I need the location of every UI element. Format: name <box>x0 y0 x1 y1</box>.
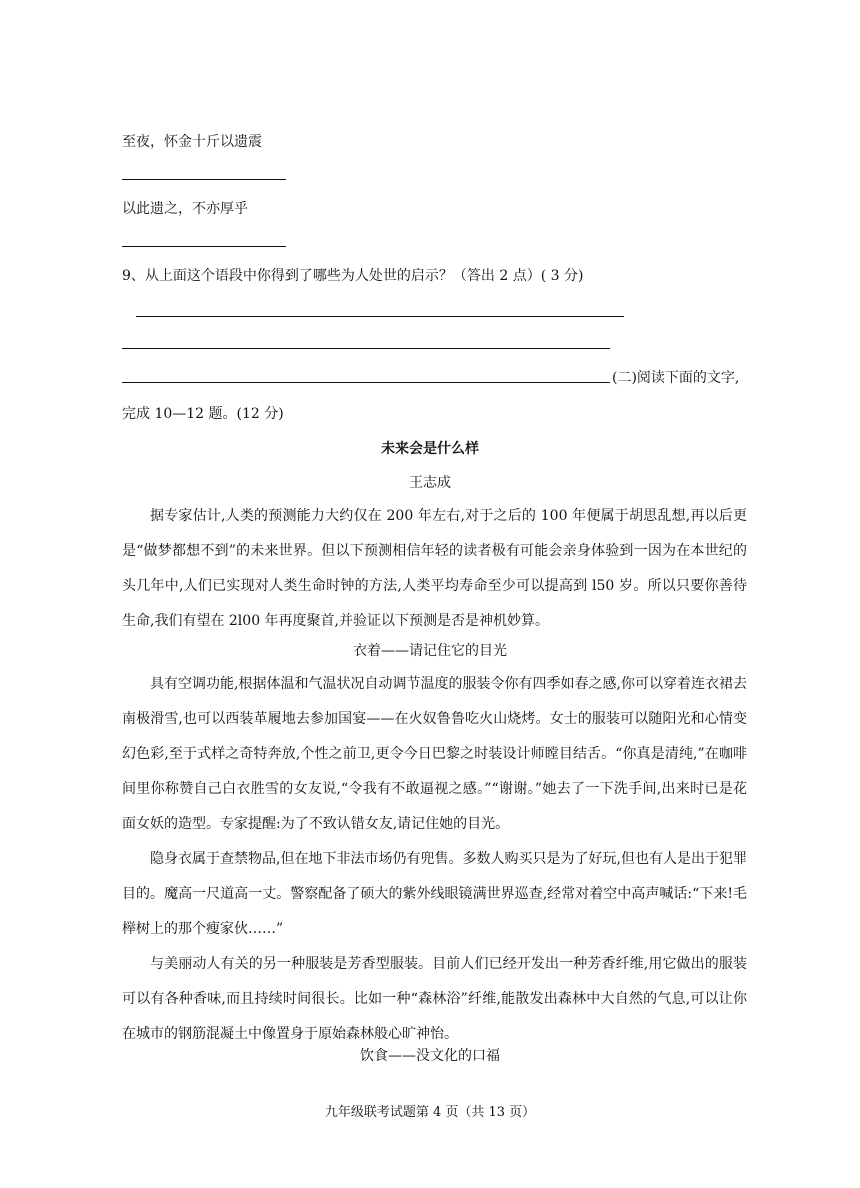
paragraph-clothing-3: 与美丽动人有关的另一种服装是芳香型服装。目前人们已经开发出一种芳香纤维,用它做出的服装可以有各种香味,而且持续时间很长。比如一种“森林浴”纤维,能散发出森林中大自然的气息,可以让你在城市的钢筋混凝土中像置身于原始森林般心旷神怡。 <box>122 956 747 1042</box>
answer-blank-3[interactable] <box>136 316 624 317</box>
answer-blank-2[interactable] <box>122 246 286 247</box>
paragraph-intro: 据专家估计,人类的预测能力大约仅在 200 年左右,对于之后的 100 年便属于胡思乱想,再以后更是“做梦都想不到”的未来世界。但以下预测相信年轻的读者极有可能会亲身体验到一因为在本世纪的头几年中,人们已实现对人类生命时钟的方法,人类平均寿命至少可以提高到 l50 岁。所以只要你善待生命,我们有望在 2l00 年再度聚首,并验证以下预测是否是神机妙算。 <box>122 508 747 629</box>
paragraph-clothing-1: 具有空调功能,根据体温和气温状况自动调节温度的服装令你有四季如春之感,你可以穿着连衣裙去南极滑雪,也可以西装革履地去参加国宴——在火奴鲁鲁吃火山烧烤。女士的服装可以随阳光和心情变幻色彩,至于式样之奇特奔放,个性之前卫,更令今日巴黎之时装设计师瞠目结舌。“你真是清纯,”在咖啡间里你称赞自己白衣胜雪的女友说,“令我有不敢逼视之感。”“谢谢。”她去了一下洗手间,出来时已是花面女妖的造型。专家提醒:为了不致认错女友,请记住她的目光。 <box>122 676 747 832</box>
article-author: 王志成 <box>409 475 451 491</box>
article-title: 未来会是什么样 <box>381 441 479 457</box>
answer-prompt-1: 至夜，怀金十斤以遗震 <box>122 134 262 150</box>
section-heading-clothing: 衣着——请记住它的目光 <box>353 643 507 659</box>
section-2-heading: (二)阅读下面的文字, <box>612 370 740 386</box>
page-footer: 九年级联考试题第 4 页（共 13 页） <box>324 1105 536 1120</box>
question-9: 9、从上面这个语段中你得到了哪些为人处世的启示？（答出 2 点）( 3 分) <box>122 268 584 284</box>
article-intro <box>122 499 747 639</box>
section-2-instruction: 完成 10—12 题。(12 分) <box>122 406 284 422</box>
clothing-section <box>122 667 747 1052</box>
answer-blank-1[interactable] <box>122 179 286 180</box>
section-heading-food: 饮食——没文化的口福 <box>360 1048 500 1064</box>
answer-blank-4[interactable] <box>122 348 610 349</box>
answer-blank-5[interactable] <box>122 382 610 383</box>
answer-prompt-2: 以此遗之，不亦厚乎 <box>122 201 248 217</box>
paragraph-clothing-2: 隐身衣属于查禁物品,但在地下非法市场仍有兜售。多数人购买只是为了好玩,但也有人是出于犯罪目的。魔高一尺道高一丈。警察配备了硕大的紫外线眼镜满世界巡查,经常对着空中高声喊话:“下来!毛榉树上的那个瘦家伙……” <box>122 851 747 937</box>
